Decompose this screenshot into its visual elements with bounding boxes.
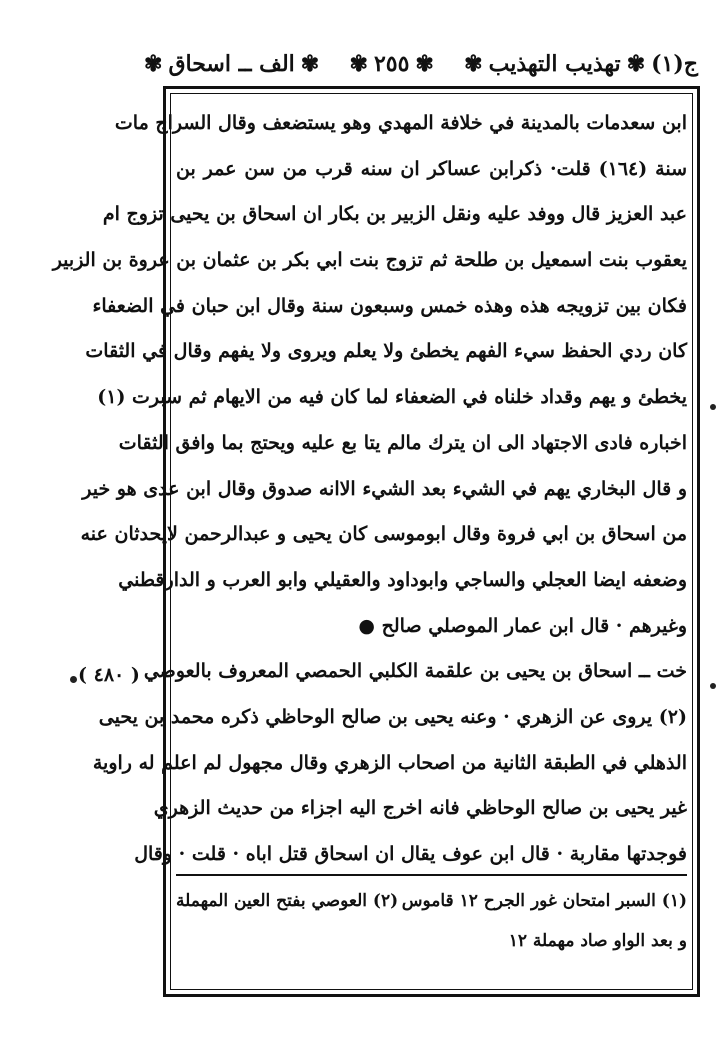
footnote-2-continued: و بعد الواو صاد مهملة ١٢ — [508, 931, 687, 951]
text-line: فوجدتها مقاربة · قال ابن عوف يقال ان اسحاق قتل اباه · قلت · وقال — [134, 843, 687, 865]
text-line: كان ردي الحفظ سيء الفهم يخطئ ولا يعلم ويروى ولا يفهم وقال في الثقات — [85, 340, 687, 363]
margin-dot — [710, 404, 716, 410]
text-line: اخباره فادى الاجتهاد الى ان يترك مالم يتا بع عليه ويحتج بما وافق الثقات — [118, 431, 687, 454]
text-line: سنة (١٦٤) قلت· ذكرابن عساكر ان سنه قرب من سن عمر بن — [176, 157, 687, 180]
flower-ornament-icon: ✾ — [626, 51, 646, 77]
footnotes — [176, 881, 687, 961]
flower-ornament-icon: ✾ — [415, 51, 434, 77]
header-page-part — [344, 51, 440, 77]
entry-number: ( ٤٨٠ ) — [78, 664, 140, 686]
flower-ornament-icon: ✾ — [300, 51, 320, 77]
footnote-2: (٢) العوصي بفتح العين المهملة — [176, 891, 399, 911]
margin-dot — [70, 676, 77, 683]
flower-ornament-icon: ✾ — [349, 51, 368, 77]
header-section: الف ــ اسحاق — [168, 51, 295, 77]
text-line: فكان بين تزويجه هذه وهذه خمس وسبعون سنة وقال ابن حبان في الضعفاء — [92, 294, 687, 317]
text-line: ابن سعدمات بالمدينة في خلافة المهدي وهو يستضعف وقال السراج مات — [114, 112, 687, 134]
margin-dot — [710, 683, 716, 689]
text-line: (٢) يروى عن الزهري · وعنه يحيى بن صالح الوحاظي ذكره محمد بن يحيى — [98, 705, 687, 728]
header-volume: ج(١) — [651, 51, 698, 77]
header-section-part — [138, 51, 325, 77]
text-line: و قال البخاري يهم في الشيء بعد الشيء الاانه صدوق وقال ابن عدى هو خير — [82, 477, 687, 500]
text-line: وغيرهم · قال ابن عمار الموصلي صالح ● — [358, 614, 687, 637]
footnote-1: (١) السبر امتحان غور الجرح ١٢ قاموس — [401, 891, 687, 911]
header-page-number: ٢٥٥ — [373, 51, 410, 77]
running-header — [138, 44, 698, 84]
text-line: يخطئ و يهم وقداد خلناه في الضعفاء لما كان فيه من الايهام ثم سبرت (١) — [97, 386, 687, 409]
flower-ornament-icon: ✾ — [464, 51, 483, 77]
header-volume-part — [458, 51, 698, 77]
text-line: عبد العزيز قال ووفد عليه ونقل الزبير بن بكار ان اسحاق بن يحيى تزوج ام — [102, 203, 687, 226]
text-line: غير يحيى بن صالح الوحاظي فانه اخرج اليه اجزاء من حديث الزهري — [153, 797, 687, 820]
footnote-row — [176, 921, 687, 961]
entry-heading-line: خت ــ اسحاق بن يحيى بن علقمة الكلبي الحمصي المعروف بالعوصي — [143, 660, 687, 683]
text-line: من اسحاق بن ابي فروة وقال ابوموسى كان يحيى و عبدالرحمن لايحدثان عنه — [80, 523, 687, 546]
flower-ornament-icon: ✾ — [144, 51, 163, 77]
header-book-title: تهذيب التهذيب — [488, 51, 621, 77]
footnote-divider — [176, 874, 687, 876]
text-line: وضعفه ايضا العجلي والساجي وابوداود والعقيلي وابو العرب و الدارقطني — [118, 568, 687, 591]
footnote-row — [176, 881, 687, 921]
text-line: يعقوب بنت اسمعيل بن طلحة ثم تزوج بنت ابي بكر بن عثمان بن عروة بن الزبير — [52, 249, 687, 272]
text-line: الذهلي في الطبقة الثانية من اصحاب الزهري وقال مجهول لم اعلم له راوية — [92, 751, 687, 774]
